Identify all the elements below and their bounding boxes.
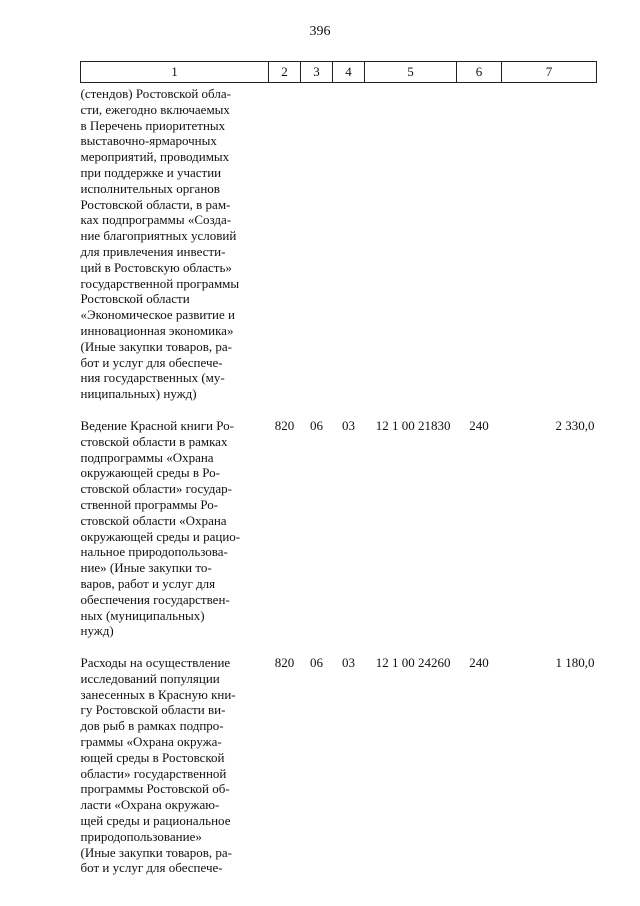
description-line: ние» (Иные закупки то- [80,560,212,576]
column-header-3: 3 [301,62,333,83]
amount: 1 180,0 [555,655,595,671]
description-line: инновационная экономика» [80,322,234,338]
subsection-code: 03 [342,655,355,671]
header-row [81,62,597,83]
row-description [81,418,269,655]
page-number: 396 [309,24,331,39]
description-line: (Иные закупки товаров, ра- [80,844,232,860]
description-line: стовской области «Охрана [80,512,227,528]
expense-type-code: 240 [469,655,489,671]
description-line: Ведение Красной книги Ро- [80,417,234,433]
column-header-2: 2 [269,62,301,83]
description-line: исполнительных органов [80,180,220,196]
description-line: гу Ростовской области ви- [80,702,226,718]
target-article-code: 12 1 00 24260 [375,655,451,671]
description-line: природопользование» [80,828,202,844]
column-header-5: 5 [365,62,457,83]
description-line: (стендов) Ростовской обла- [80,86,231,101]
section-code [301,83,333,418]
description-line: исследований популяции [80,670,220,686]
section-code: 06 [310,655,323,671]
column-header-7: 7 [502,62,597,83]
description-line: подпрограммы «Охрана [80,449,214,465]
description-line: окружающей среды и рацио- [80,528,241,544]
description-line: ние благоприятных условий [80,228,237,244]
description-line: в Перечень приоритетных [80,117,226,133]
description-line: бот и услуг для обеспече- [80,354,223,370]
table-header [81,62,597,83]
description-line: ций в Ростовскую область» [80,259,232,275]
table-row [81,83,597,418]
column-header-4: 4 [333,62,365,83]
description-line: обеспечения государствен- [80,591,230,607]
description-line: ласти «Охрана окружаю- [80,797,220,813]
table-body [81,83,597,877]
description-line: Расходы на осуществление [80,655,231,671]
description-line: нальное природопользова- [80,544,228,560]
description-line: стовской области» государ- [80,481,233,497]
description-line: окружающей среды в Ро- [80,465,221,481]
target-article-code [365,83,457,418]
description-line: занесенных в Красную кни- [80,686,236,702]
amount [502,83,597,418]
description-line: при поддержке и участии [80,164,222,180]
description-line: государственной программы [80,275,240,291]
expense-type-code [457,83,502,418]
subsection-code [333,83,365,418]
description-line: стовской области в рамках [80,433,228,449]
description-line: «Экономическое развитие и [80,307,235,323]
description-line: выставочно-ярмарочных [80,133,217,149]
description-line: дов рыб в рамках подпро- [80,718,224,734]
description-line: граммы «Охрана окружа- [80,734,222,750]
subsection-code: 03 [342,417,355,433]
budget-table [80,61,597,876]
description-line: Ростовской области [80,291,190,307]
description-line: ниципальных) нужд) [80,386,197,402]
description-line: нужд) [80,623,114,639]
column-header-6: 6 [457,62,502,83]
row-description [81,655,269,876]
description-line: варов, работ и услуг для [80,575,216,591]
table-row [81,418,597,655]
row-description [81,83,269,418]
section-code: 06 [310,417,323,433]
column-header-1: 1 [81,62,269,83]
table-row [81,655,597,876]
ministry-code: 820 [274,655,295,671]
description-line: программы Ростовской об- [80,781,230,797]
ministry-code [269,83,301,418]
description-line: щей среды и рациональное [80,813,231,829]
amount: 2 330,0 [555,417,595,433]
description-line: ющей среды в Ростовской [80,749,225,765]
description-line: (Иные закупки товаров, ра- [80,338,232,354]
description-line: бот и услуг для обеспече- [80,860,223,876]
target-article-code: 12 1 00 21830 [375,417,451,433]
description-line: сти, ежегодно включаемых [80,101,230,117]
description-line: для привлечения инвести- [80,243,226,259]
ministry-code: 820 [274,417,295,433]
description-line: области» государственной [80,765,227,781]
description-line: ственной программы Ро- [80,496,219,512]
description-line: ках подпрограммы «Созда- [80,212,232,228]
expense-type-code: 240 [469,417,489,433]
description-line: мероприятий, проводимых [80,149,230,165]
description-line: Ростовской области, в рам- [80,196,231,212]
description-line: ния государственных (му- [80,370,225,386]
description-line: ных (муниципальных) [80,607,205,623]
